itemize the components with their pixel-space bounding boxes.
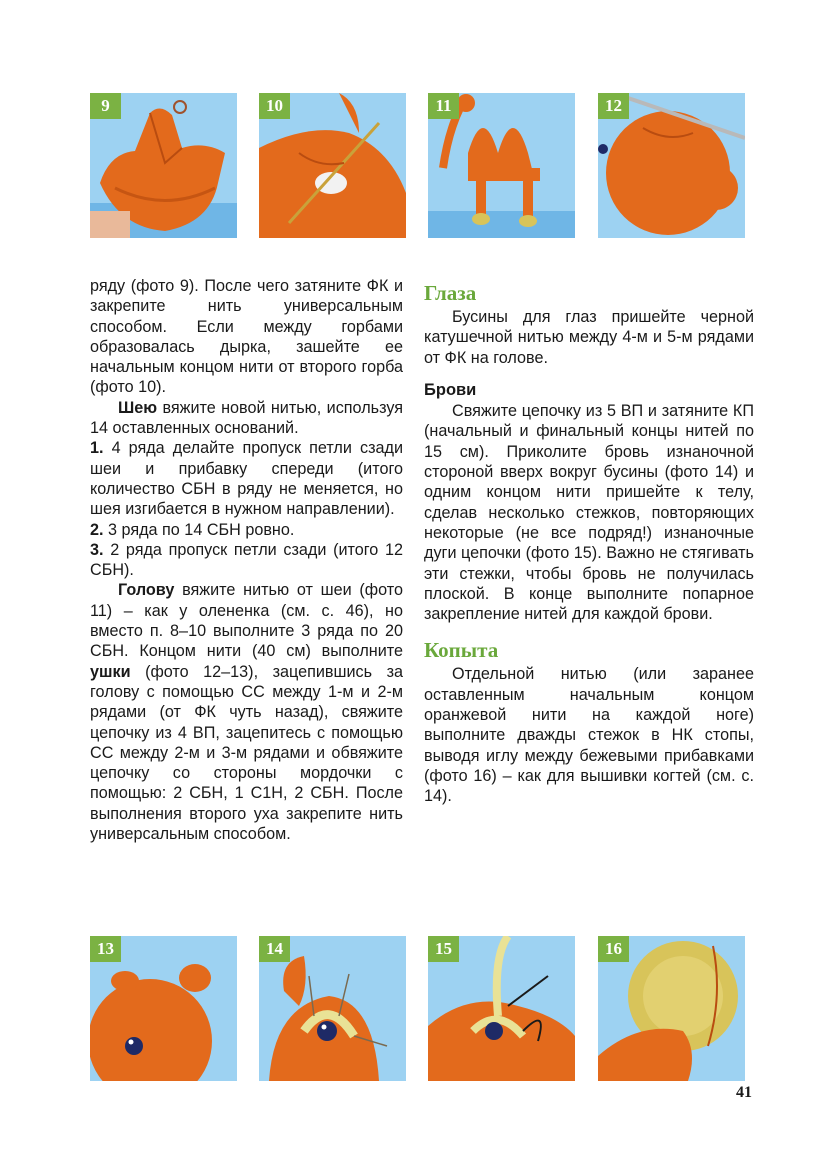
list-item-2: 2. 3 ряда по 14 СБН ровно. — [90, 520, 295, 539]
photo-9 — [90, 93, 237, 238]
paragraph-continuation: ряду (фото 9). После чего затяните ФК и закрепите нить универсальным способом. Если между горбами образовалась дырка, зашейте ее начальным концом нити от второго горба (фото 10). — [90, 277, 403, 397]
paragraph-eyes: Бусины для глаз пришейте черной катушечной нитью между 4-м и 5-м рядами от ФК на голове. — [424, 308, 754, 367]
photo-number: 9 — [90, 93, 121, 119]
list-item-1: 1. 4 ряда делайте пропуск петли сзади шеи и прибавку спереди (итого количество СБН в ряду не меняется, но шея изгибается в нужном направлении). — [90, 439, 403, 519]
photo-12 — [598, 93, 745, 238]
photo-number: 10 — [259, 93, 290, 119]
page-number: 41 — [736, 1084, 752, 1101]
heading-brows: Брови — [424, 380, 477, 399]
paragraph-brows: Свяжите цепочку из 5 ВП и затяните КП (начальный и финальный концы нитей по 15 см). Приколите бровь изнаночной стороной вверх вокруг бусины (фото 14) и одним концом нити пришейте к телу, сделав несколько стежков, повторяющих некоторые (не все подряд!) изнаночные дуги цепочки (фото 15). Важно не стягивать эти стежки, чтобы бровь не получилась плоской. В конце выполните попарное закрепление нитей для каждой брови. — [424, 402, 754, 624]
paragraph-neck: Шею вяжите новой нитью, используя 14 оставленных оснований. — [90, 398, 403, 438]
right-text-column — [424, 281, 754, 807]
top-photo-row — [90, 93, 746, 238]
heading-eyes: Глаза — [424, 281, 477, 305]
list-item-3: 3. 2 ряда пропуск петли сзади (итого 12 СБН). — [90, 540, 403, 580]
photo-11 — [428, 93, 575, 238]
photo-number: 11 — [428, 93, 459, 119]
heading-hooves: Копыта — [424, 638, 499, 663]
photo-13 — [90, 936, 237, 1081]
photo-16 — [598, 936, 745, 1081]
photo-15 — [428, 936, 575, 1081]
bold-term-neck: Шею — [118, 398, 158, 417]
paragraph-hooves: Отдельной нитью (или заранее оставленным начальным концом оранжевой нити на каждой ноге) выполните дважды стежок в НК стопы, выводя иглу между бежевыми прибавками (фото 16) – как для вышивки когтей (см. с. 14). — [424, 665, 754, 806]
left-text-column — [90, 276, 403, 844]
photo-number: 12 — [598, 93, 629, 119]
photo-number: 13 — [90, 936, 121, 962]
photo-number: 16 — [598, 936, 629, 962]
photo-number: 14 — [259, 936, 290, 962]
paragraph-head: Голову вяжите нитью от шеи (фото 11) – как у олененка (см. с. 46), но вместо п. 8–10 выполните 3 ряда по 20 СБН. Концом нити (40 см) выполните ушки (фото 12–13), зацепившись за голову с помощью СС между 1-м и 2-м рядами (от ФК чуть назад), свяжите цепочку из 4 ВП, зацепитесь с помощью СС между 2-м и 3-м рядами и обвяжите цепочку со стороны мордочки с помощью: 2 СБН, 1 С1Н, 2 СБН. После выполнения второго уха закрепите нить универсальным способом. — [90, 581, 403, 844]
bottom-photo-row — [90, 936, 746, 1081]
photo-10 — [259, 93, 406, 238]
bold-term-ears: ушки — [90, 662, 131, 681]
bold-term-head: Голову — [118, 581, 175, 600]
photo-number: 15 — [428, 936, 459, 962]
photo-14 — [259, 936, 406, 1081]
